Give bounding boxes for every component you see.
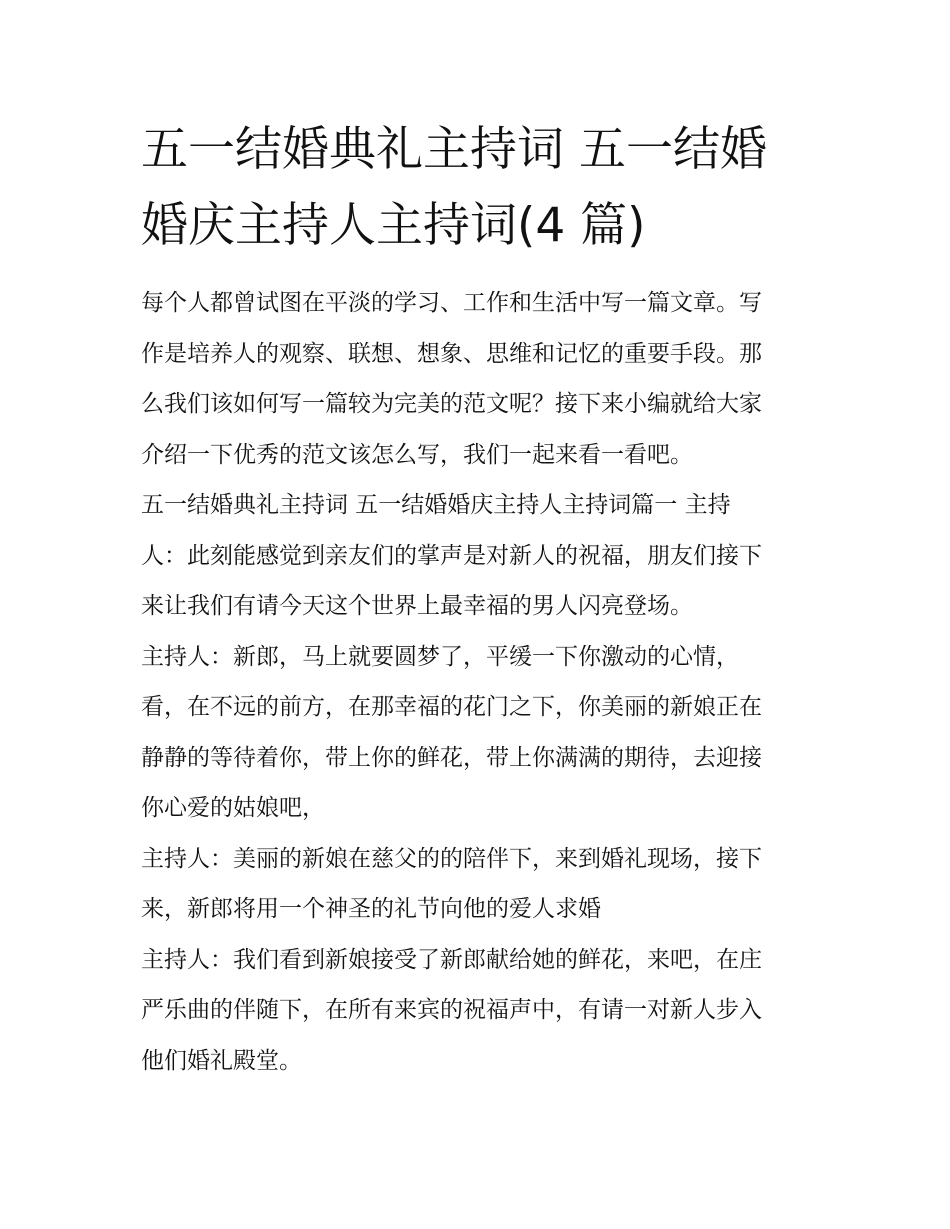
body-line: 静静的等待着你，带上你的鲜花，带上你满满的期待，去迎接 bbox=[141, 744, 762, 771]
body-line: 主持人：我们看到新娘接受了新郎献给她的鲜花，来吧，在庄 bbox=[141, 946, 762, 973]
body-line: 来让我们有请今天这个世界上最幸福的男人闪亮登场。 bbox=[141, 593, 693, 619]
body-line: 人：此刻能感觉到亲友们的掌声是对新人的祝福，朋友们接下 bbox=[141, 542, 762, 569]
body-line: 每个人都曾试图在平淡的学习、工作和生活中写一篇文章。写 bbox=[141, 290, 762, 316]
document-body bbox=[141, 278, 821, 1086]
title-line: 婚庆主持人主持词(4 篇) bbox=[141, 198, 646, 253]
document-title bbox=[141, 112, 841, 264]
body-line: 严乐曲的伴随下，在所有来宾的祝福声中，有请一对新人步入 bbox=[141, 997, 762, 1023]
body-line: 五一结婚典礼主持词 五一结婚婚庆主持人主持词篇一 主持 bbox=[141, 492, 731, 518]
body-line: 作是培养人的观察、联想、想象、思维和记忆的重要手段。那 bbox=[141, 340, 762, 367]
body-line: 主持人：新郎，马上就要圆梦了，平缓一下你激动的心情， bbox=[141, 643, 739, 670]
body-line: 他们婚礼殿堂。 bbox=[141, 1047, 302, 1074]
title-line: 五一结婚典礼主持词 五一结婚 bbox=[141, 122, 767, 177]
body-line: 看，在不远的前方，在那幸福的花门之下，你美丽的新娘正在 bbox=[141, 694, 762, 720]
body-line: 来，新郎将用一个神圣的礼节向他的爱人求婚 bbox=[141, 896, 601, 922]
body-line: 么我们该如何写一篇较为完美的范文呢？接下来小编就给大家 bbox=[141, 391, 762, 417]
body-line: 介绍一下优秀的范文该怎么写，我们一起来看一看吧。 bbox=[141, 441, 693, 468]
body-line: 你心爱的姑娘吧， bbox=[141, 795, 325, 821]
body-line: 主持人：美丽的新娘在慈父的的陪伴下，来到婚礼现场，接下 bbox=[141, 845, 762, 872]
